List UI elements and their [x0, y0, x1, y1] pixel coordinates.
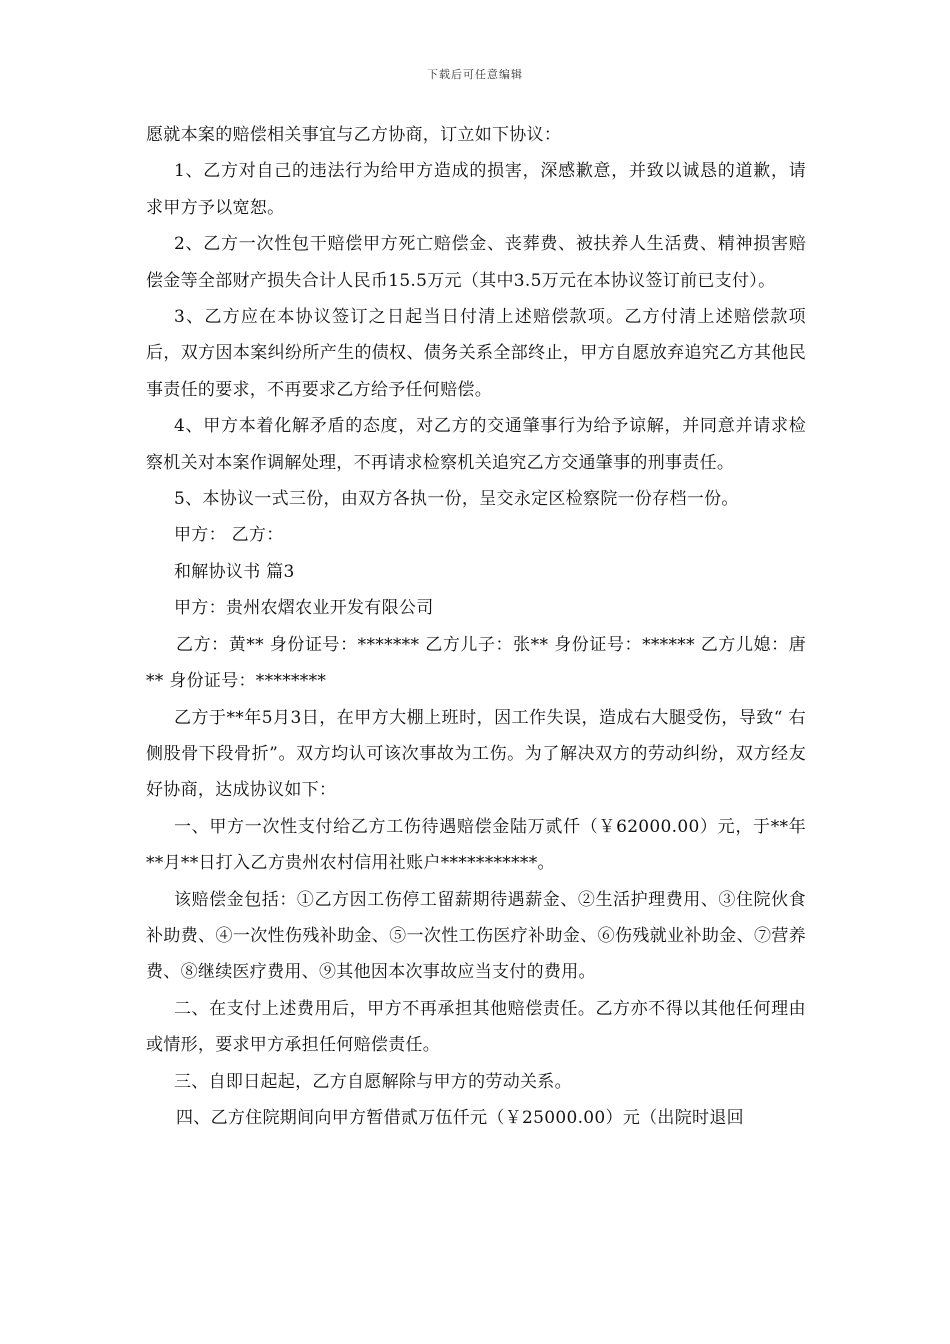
paragraph-opening: 愿就本案的赔偿相关事宜与乙方协商，订立如下协议：	[146, 125, 562, 145]
paragraph-clause-2: 2、乙方一次性包干赔偿甲方死亡赔偿金、丧葬费、被扶养人生活费、精神损害赔偿金等全部财产损失合计人民币15.5万元（其中3.5万元在本协议签订前已支付）。	[146, 234, 806, 291]
page-header: 下载后可任意编辑	[427, 68, 523, 81]
paragraph-background: 乙方于**年5月3日，在甲方大棚上班时，因工作失误，造成右大腿受伤，导致“ 右侧股骨下段骨折”。双方均认可该次事故为工伤。为了解决双方的劳动纠纷，双方经友好协商，达成协议如下：	[146, 707, 806, 801]
party-b: 乙方：黄** 身份证号：******* 乙方儿子：张** 身份证号：****** 乙方儿媳：唐** 身份证号：********	[146, 634, 806, 692]
section-title: 和解协议书 篇3	[174, 561, 295, 582]
document-body	[146, 117, 806, 1136]
paragraph-compensation-scope: 该赔偿金包括：①乙方因工伤停工留薪期待遇薪金、②生活护理费用、③住院伙食补助费、④一次性伤残补助金、⑤一次性工伤医疗补助金、⑥伤残就业补助金、⑦营养费、⑧继续医疗费用、⑨其他因本次事故应当支付的费用。	[146, 889, 806, 983]
paragraph-item-3: 三、自即日起起，乙方自愿解除与甲方的劳动关系。	[174, 1071, 572, 1092]
paragraph-clause-3: 3、乙方应在本协议签订之日起当日付清上述赔偿款项。乙方付清上述赔偿款项后，双方因本案纠纷所产生的债权、债务关系全部终止，甲方自愿放弃追究乙方其他民事责任的要求，不再要求乙方给予任何赔偿。	[146, 307, 806, 400]
paragraph-clause-5: 5、本协议一式三份，由双方各执一份，呈交永定区检察院一份存档一份。	[174, 489, 739, 510]
paragraph-clause-4: 4、甲方本着化解矛盾的态度，对乙方的交通肇事行为给予谅解，并同意并请求检察机关对本案作调解处理，不再请求检察机关追究乙方交通肇事的刑事责任。	[146, 416, 806, 473]
party-a: 甲方：贵州农熠农业开发有限公司	[174, 598, 434, 619]
paragraph-item-4: 四、乙方住院期间向甲方暂借贰万伍仟元（￥25000.00）元（出院时退回	[176, 1107, 744, 1128]
paragraph-item-1: 一、甲方一次性支付给乙方工伤待遇赔偿金陆万贰仟（￥62000.00）元，于**年**月**日打入乙方贵州农村信用社账户***********。	[146, 816, 806, 874]
paragraph-item-2: 二、在支付上述费用后，甲方不再承担其他赔偿责任。乙方亦不得以其他任何理由或情形，要求甲方承担任何赔偿责任。	[146, 998, 806, 1056]
signature-line: 甲方： 乙方：	[174, 525, 284, 546]
paragraph-clause-1: 1、乙方对自己的违法行为给甲方造成的损害，深感歉意，并致以诚恳的道歉，请求甲方予以宽恕。	[146, 161, 806, 218]
